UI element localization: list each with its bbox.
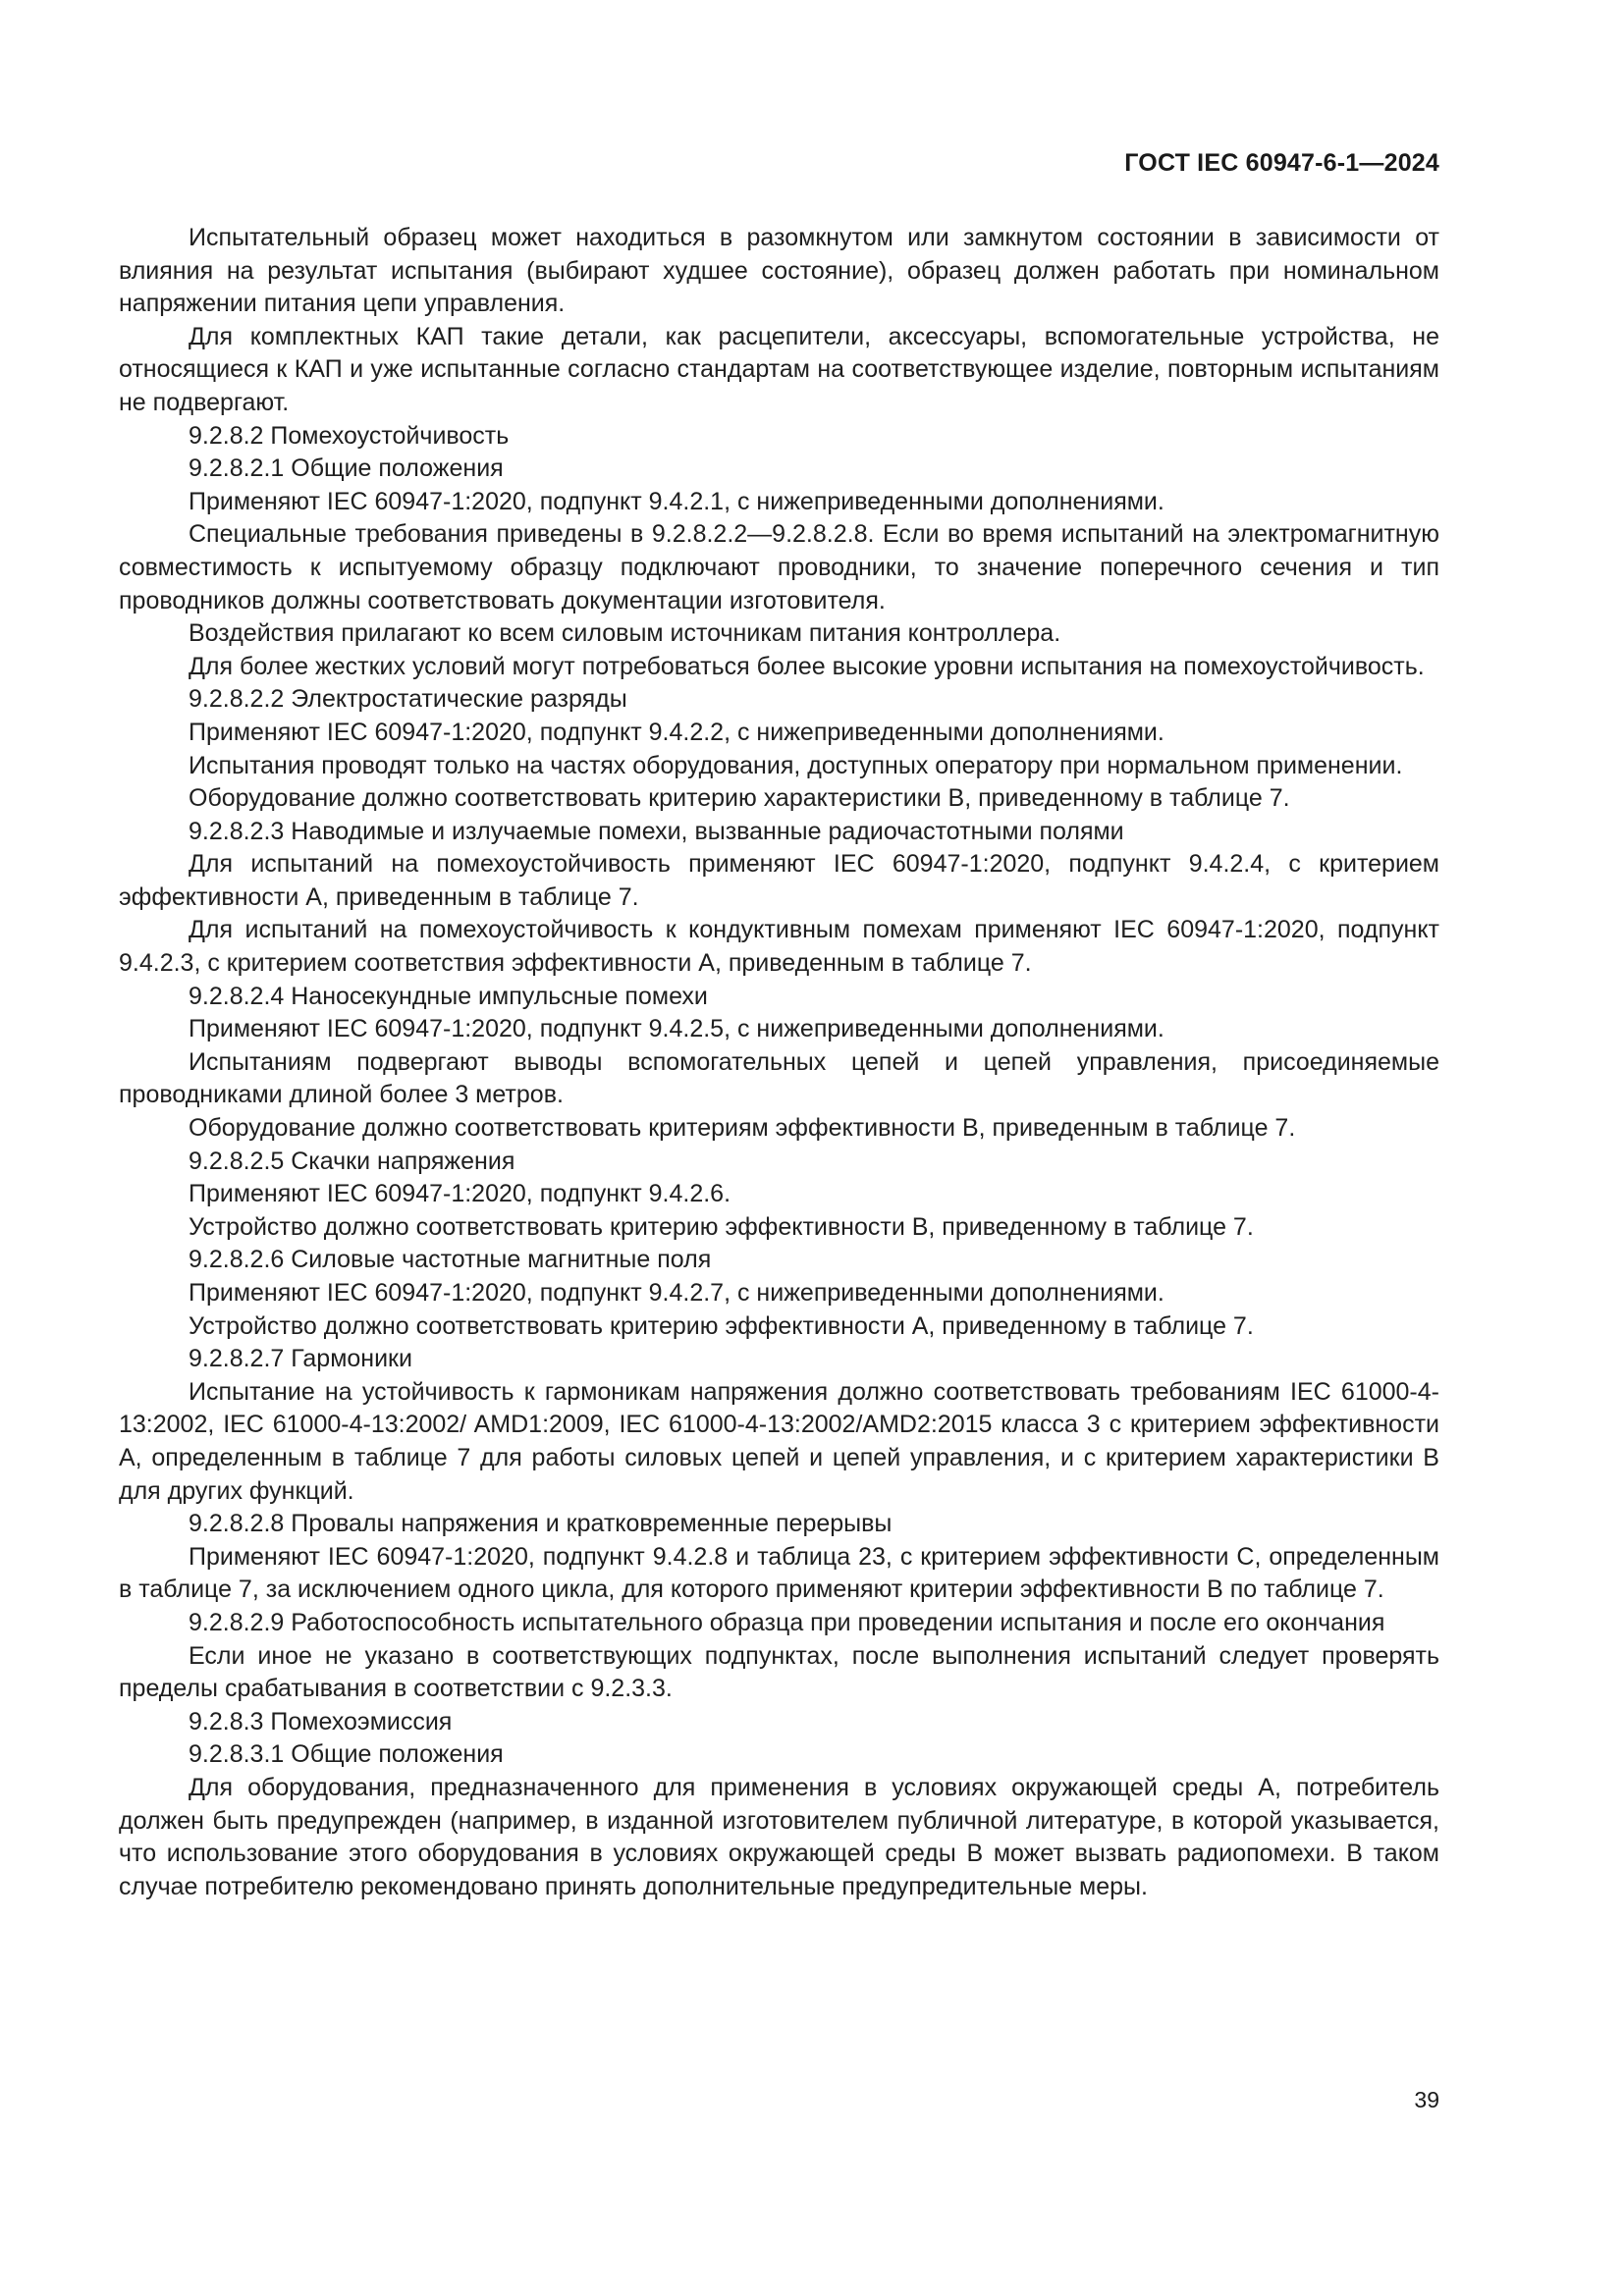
paragraph: Оборудование должно соответствовать критерию характеристики B, приведенному в таблице 7. [189, 784, 1290, 813]
section-heading: 9.2.8.2.1 Общие положения [189, 454, 504, 483]
paragraph: Применяют IEC 60947-1:2020, подпункт 9.4.2.8 и таблица 23, с критерием эффективности С, определенным в таблице 7, за исключением одного цикла, для которого применяют критерии эффективности B по таблице 7. [119, 1542, 1439, 1604]
paragraph: Испытаниям подвергают выводы вспомогательных цепей и цепей управления, присоединяемые проводниками длиной более 3 метров. [119, 1047, 1439, 1109]
paragraph: Испытания проводят только на частях оборудования, доступных оператору при нормальном применении. [189, 751, 1403, 779]
paragraph: Для оборудования, предназначенного для применения в условиях окружающей среды А, потребитель должен быть предупрежден (например, в изданной изготовителем публичной литературе, в которой указывается, что использование этого оборудования в условиях окружающей среды B может вызвать радиопомехи. В таком случае потребителю рекомендовано принять дополнительные предупредительные меры. [119, 1773, 1439, 1900]
document-body [119, 222, 1439, 1903]
section-heading: 9.2.8.2.6 Силовые частотные магнитные поля [189, 1246, 712, 1274]
paragraph: Применяют IEC 60947-1:2020, подпункт 9.4.2.1, с нижеприведенными дополнениями. [189, 487, 1164, 515]
section-heading: 9.2.8.2.3 Наводимые и излучаемые помехи, вызванные радиочастотными полями [189, 817, 1124, 845]
paragraph: Если иное не указано в соответствующих подпунктах, после выполнения испытаний следует проверять пределы срабатывания в соответствии с 9.2.3.3. [119, 1641, 1439, 1703]
section-heading: 9.2.8.2.8 Провалы напряжения и кратковременные перерывы [189, 1510, 893, 1538]
section-heading: 9.2.8.3.1 Общие положения [189, 1740, 504, 1769]
section-heading: 9.2.8.2.4 Наносекундные импульсные помехи [189, 982, 708, 1010]
paragraph: Применяют IEC 60947-1:2020, подпункт 9.4.2.6. [189, 1180, 731, 1208]
paragraph: Воздействия прилагают ко всем силовым источникам питания контроллера. [189, 619, 1061, 648]
paragraph: Оборудование должно соответствовать критериям эффективности B, приведенным в таблице 7. [189, 1114, 1296, 1143]
paragraph: Для комплектных КАП такие детали, как расцепители, аксессуары, вспомогательные устройства, не относящиеся к КАП и уже испытанные согласно стандартам на соответствующее изделие, повторным испытаниям не подвергают. [119, 322, 1439, 416]
paragraph: Устройство должно соответствовать критерию эффективности А, приведенному в таблице 7. [189, 1311, 1254, 1340]
paragraph: Для испытаний на помехоустойчивость применяют IEC 60947-1:2020, подпункт 9.4.2.4, с критерием эффективности А, приведенным в таблице 7. [119, 850, 1439, 911]
section-heading: 9.2.8.2.5 Скачки напряжения [189, 1147, 515, 1175]
document-header: ГОСТ IEC 60947-6-1—2024 [1124, 149, 1439, 177]
section-heading: 9.2.8.2.2 Электростатические разряды [189, 685, 627, 714]
section-heading: 9.2.8.2 Помехоустойчивость [189, 421, 510, 450]
paragraph: Для испытаний на помехоустойчивость к кондуктивным помехам применяют IEC 60947-1:2020, подпункт 9.4.2.3, с критерием соответствия эффективности А, приведенным в таблице 7. [119, 916, 1439, 978]
paragraph: Специальные требования приведены в 9.2.8.2.2—9.2.8.2.8. Если во время испытаний на электромагнитную совместимость к испытуемому образцу подключают проводники, то значение поперечного сечения и тип проводников должны соответствовать документации изготовителя. [119, 520, 1439, 614]
section-heading: 9.2.8.2.9 Работоспособность испытательного образца при проведении испытания и после его окончания [189, 1608, 1385, 1636]
section-heading: 9.2.8.2.7 Гармоники [189, 1345, 412, 1373]
paragraph: Применяют IEC 60947-1:2020, подпункт 9.4.2.2, с нижеприведенными дополнениями. [189, 718, 1164, 746]
paragraph: Испытание на устойчивость к гармоникам напряжения должно соответствовать требованиям IEC 61000-4-13:2002, IEC 61000-4-13:2002/ AMD1:2009, IEC 61000-4-13:2002/AMD2:2015 класса 3 с критерием эффективности А, определенным в таблице 7 для работы силовых цепей и цепей управления, и с критерием характеристики B для других функций. [119, 1377, 1439, 1505]
paragraph: Применяют IEC 60947-1:2020, подпункт 9.4.2.7, с нижеприведенными дополнениями. [189, 1279, 1164, 1307]
paragraph: Устройство должно соответствовать критерию эффективности B, приведенному в таблице 7. [189, 1212, 1254, 1241]
paragraph: Для более жестких условий могут потребоваться более высокие уровни испытания на помехоустойчивость. [189, 652, 1425, 680]
page-number: 39 [1414, 2087, 1439, 2112]
paragraph: Испытательный образец может находиться в разомкнутом или замкнутом состоянии в зависимости от влияния на результат испытания (выбирают худшее состояние), образец должен работать при номинальном напряжении питания цепи управления. [119, 224, 1439, 318]
paragraph: Применяют IEC 60947-1:2020, подпункт 9.4.2.5, с нижеприведенными дополнениями. [189, 1015, 1164, 1043]
section-heading: 9.2.8.3 Помехоэмиссия [189, 1707, 453, 1735]
